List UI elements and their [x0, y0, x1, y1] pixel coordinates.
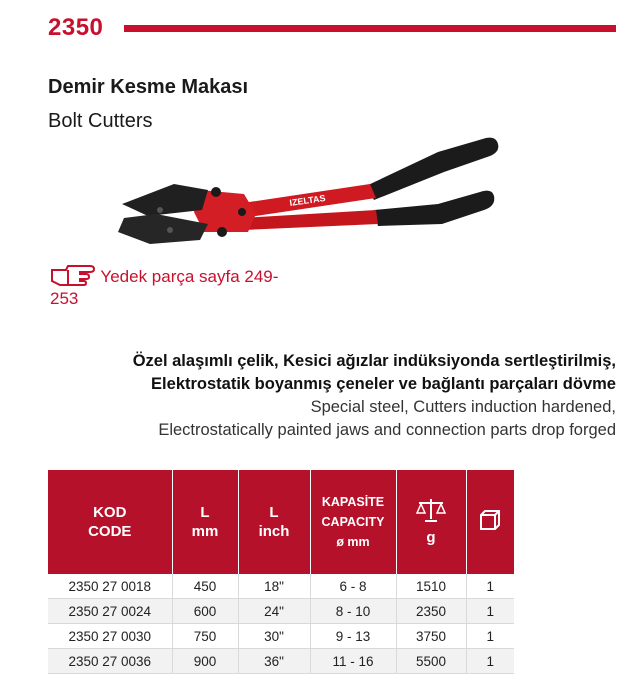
description-en-line2: Electrostatically painted jaws and connection parts drop forged — [158, 421, 616, 439]
cell-weight: 2350 — [396, 599, 466, 624]
table-row — [48, 574, 514, 599]
header-weight: g — [396, 470, 466, 574]
bolt-cutters-image — [108, 134, 500, 252]
cell-mm: 750 — [172, 624, 238, 649]
cell-mm: 600 — [172, 599, 238, 624]
description-en-line1: Special steel, Cutters induction hardened, — [310, 398, 616, 416]
cell-capacity: 11 - 16 — [310, 649, 396, 674]
description-tr-line2: Elektrostatik boyanmış çeneler ve bağlantı parçaları dövme — [151, 375, 616, 393]
product-description — [26, 350, 616, 442]
table-row — [48, 624, 514, 649]
cell-mm: 900 — [172, 649, 238, 674]
cell-code: 2350 27 0018 — [48, 574, 172, 599]
cell-pack: 1 — [466, 574, 514, 599]
table-header-row — [48, 470, 514, 574]
product-title-en: Bolt Cutters — [48, 110, 153, 132]
cell-capacity: 8 - 10 — [310, 599, 396, 624]
product-title-tr: Demir Kesme Makası — [48, 76, 249, 98]
cell-weight: 5500 — [396, 649, 466, 674]
cell-pack: 1 — [466, 599, 514, 624]
pointing-hand-icon — [50, 264, 96, 286]
cell-code: 2350 27 0024 — [48, 599, 172, 624]
table-row — [48, 599, 514, 624]
cell-capacity: 6 - 8 — [310, 574, 396, 599]
cell-code: 2350 27 0036 — [48, 649, 172, 674]
brand-mark: IZELTAS — [288, 193, 327, 208]
cell-inch: 36" — [238, 649, 310, 674]
description-tr-line1: Özel alaşımlı çelik, Kesici ağızlar indüksiyonda sertleştirilmiş, — [132, 352, 616, 370]
cell-inch: 18" — [238, 574, 310, 599]
header-capacity: KAPASİTE CAPACITY ø mm — [310, 470, 396, 574]
spare-parts-text-line2[interactable]: 253 — [50, 289, 79, 308]
header-length-mm: L mm — [172, 470, 238, 574]
cell-inch: 30" — [238, 624, 310, 649]
header-code: KOD CODE — [48, 470, 172, 574]
box-icon — [479, 510, 501, 530]
cell-pack: 1 — [466, 624, 514, 649]
spare-parts-note — [50, 264, 310, 310]
table-row — [48, 649, 514, 674]
cell-inch: 24" — [238, 599, 310, 624]
header-pack — [466, 470, 514, 574]
header-length-inch: L inch — [238, 470, 310, 574]
header-rule — [124, 25, 616, 32]
spare-parts-text-line1[interactable]: Yedek parça sayfa 249- — [100, 267, 279, 286]
cell-pack: 1 — [466, 649, 514, 674]
cell-mm: 450 — [172, 574, 238, 599]
cell-capacity: 9 - 13 — [310, 624, 396, 649]
spec-table — [48, 470, 514, 674]
cell-code: 2350 27 0030 — [48, 624, 172, 649]
product-code-heading: 2350 — [48, 14, 104, 41]
scale-icon — [416, 497, 446, 523]
cell-weight: 3750 — [396, 624, 466, 649]
cell-weight: 1510 — [396, 574, 466, 599]
